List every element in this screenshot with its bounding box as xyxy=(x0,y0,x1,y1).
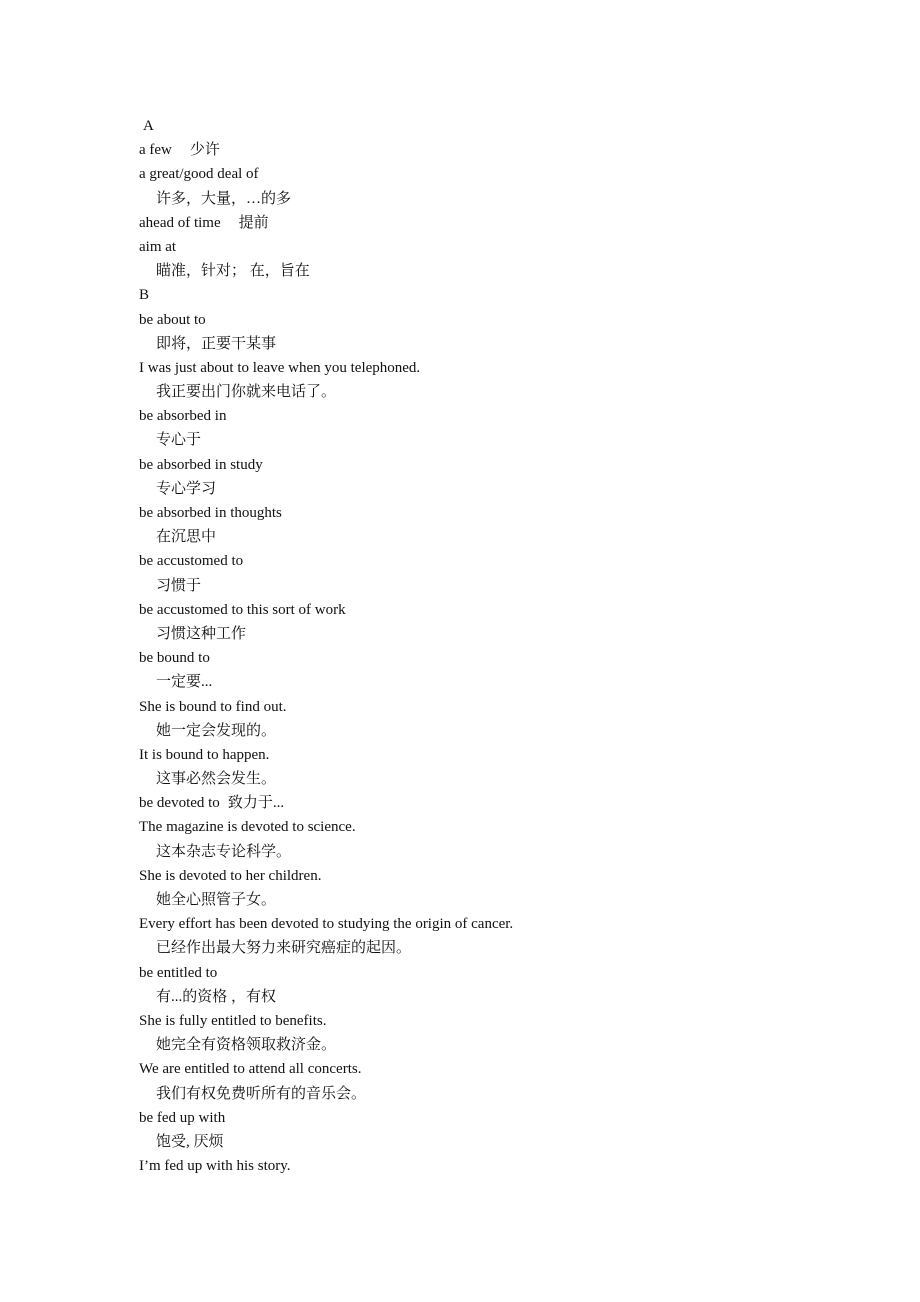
example-translation-bound-to-1: 她一定会发现的。 xyxy=(156,722,277,739)
example-bound-to-1: She is bound to find out. xyxy=(139,698,287,715)
example-translation-entitled-to-2: 我们有权免费听所有的音乐会。 xyxy=(156,1085,367,1102)
section-letter-b: B xyxy=(139,287,150,304)
phrase-absorbed-in-thoughts: be absorbed in thoughts xyxy=(139,505,282,521)
example-devoted-to-2: She is devoted to her children. xyxy=(139,867,322,884)
entry-ahead-of-time xyxy=(139,211,879,235)
phrase: a few xyxy=(139,142,172,159)
translation: 致力于... xyxy=(227,795,285,812)
example-translation-entitled-to-1: 她完全有资格领取救济金。 xyxy=(156,1037,337,1054)
example-entitled-to-1: She is fully entitled to benefits. xyxy=(139,1012,327,1029)
entry-be-devoted-to xyxy=(139,791,879,815)
translation-absorbed-in-study: 专心学习 xyxy=(156,480,217,497)
translation-be-accustomed-to: 习惯于 xyxy=(156,577,202,594)
example-translation-devoted-to-1: 这本杂志专论科学。 xyxy=(156,843,292,860)
section-letter-a: A xyxy=(143,118,154,134)
example-about-to: I was just about to leave when you telephoned. xyxy=(139,359,421,376)
phrase-be-absorbed-in: be absorbed in xyxy=(139,408,227,425)
document-page xyxy=(139,114,879,1178)
translation-be-fed-up-with: 饱受, 厌烦 xyxy=(156,1133,224,1150)
example-devoted-to-1: The magazine is devoted to science. xyxy=(139,819,356,836)
translation-be-entitled-to: 有...的资格 ，有权 xyxy=(156,988,277,1005)
phrase-be-fed-up-with: be fed up with xyxy=(139,1109,226,1126)
phrase-be-bound-to: be bound to xyxy=(139,650,210,667)
translation: 少许 xyxy=(189,142,220,159)
phrase-aim-at: aim at xyxy=(139,238,177,255)
phrase-accustomed-to-work: be accustomed to this sort of work xyxy=(139,601,346,618)
phrase-be-entitled-to: be entitled to xyxy=(139,964,218,981)
example-translation-about-to: 我正要出门你就来电话了。 xyxy=(156,384,337,401)
translation-accustomed-to-work: 习惯这种工作 xyxy=(156,625,247,642)
translation-be-absorbed-in: 专心于 xyxy=(156,432,202,449)
example-entitled-to-2: We are entitled to attend all concerts. xyxy=(139,1061,362,1078)
example-translation-devoted-to-3: 已经作出最大努力来研究癌症的起因。 xyxy=(156,940,412,957)
example-fed-up-with: I’m fed up with his story. xyxy=(139,1158,291,1175)
phrase-absorbed-in-study: be absorbed in study xyxy=(139,456,263,473)
phrase-be-accustomed-to: be accustomed to xyxy=(139,553,244,570)
translation-be-bound-to: 一定要... xyxy=(156,674,213,691)
phrase-be-about-to: be about to xyxy=(139,311,206,328)
phrase: ahead of time xyxy=(139,214,221,231)
translation-absorbed-in-thoughts: 在沉思中 xyxy=(156,529,217,546)
translation: 提前 xyxy=(238,214,269,231)
example-devoted-to-3: Every effort has been devoted to studying the origin of cancer. xyxy=(139,916,514,933)
example-bound-to-2: It is bound to happen. xyxy=(139,746,270,763)
entry-a-few xyxy=(139,138,879,162)
example-translation-bound-to-2: 这事必然会发生。 xyxy=(156,771,277,788)
translation-a-great-deal: 许多，大量，…的多 xyxy=(156,190,292,207)
phrase: be devoted to xyxy=(139,795,220,812)
phrase-a-great-deal: a great/good deal of xyxy=(139,166,259,183)
translation-aim-at: 瞄准，针对； 在，旨在 xyxy=(156,263,310,280)
example-translation-devoted-to-2: 她全心照管子女。 xyxy=(156,892,277,908)
translation-be-about-to: 即将，正要干某事 xyxy=(156,335,277,352)
